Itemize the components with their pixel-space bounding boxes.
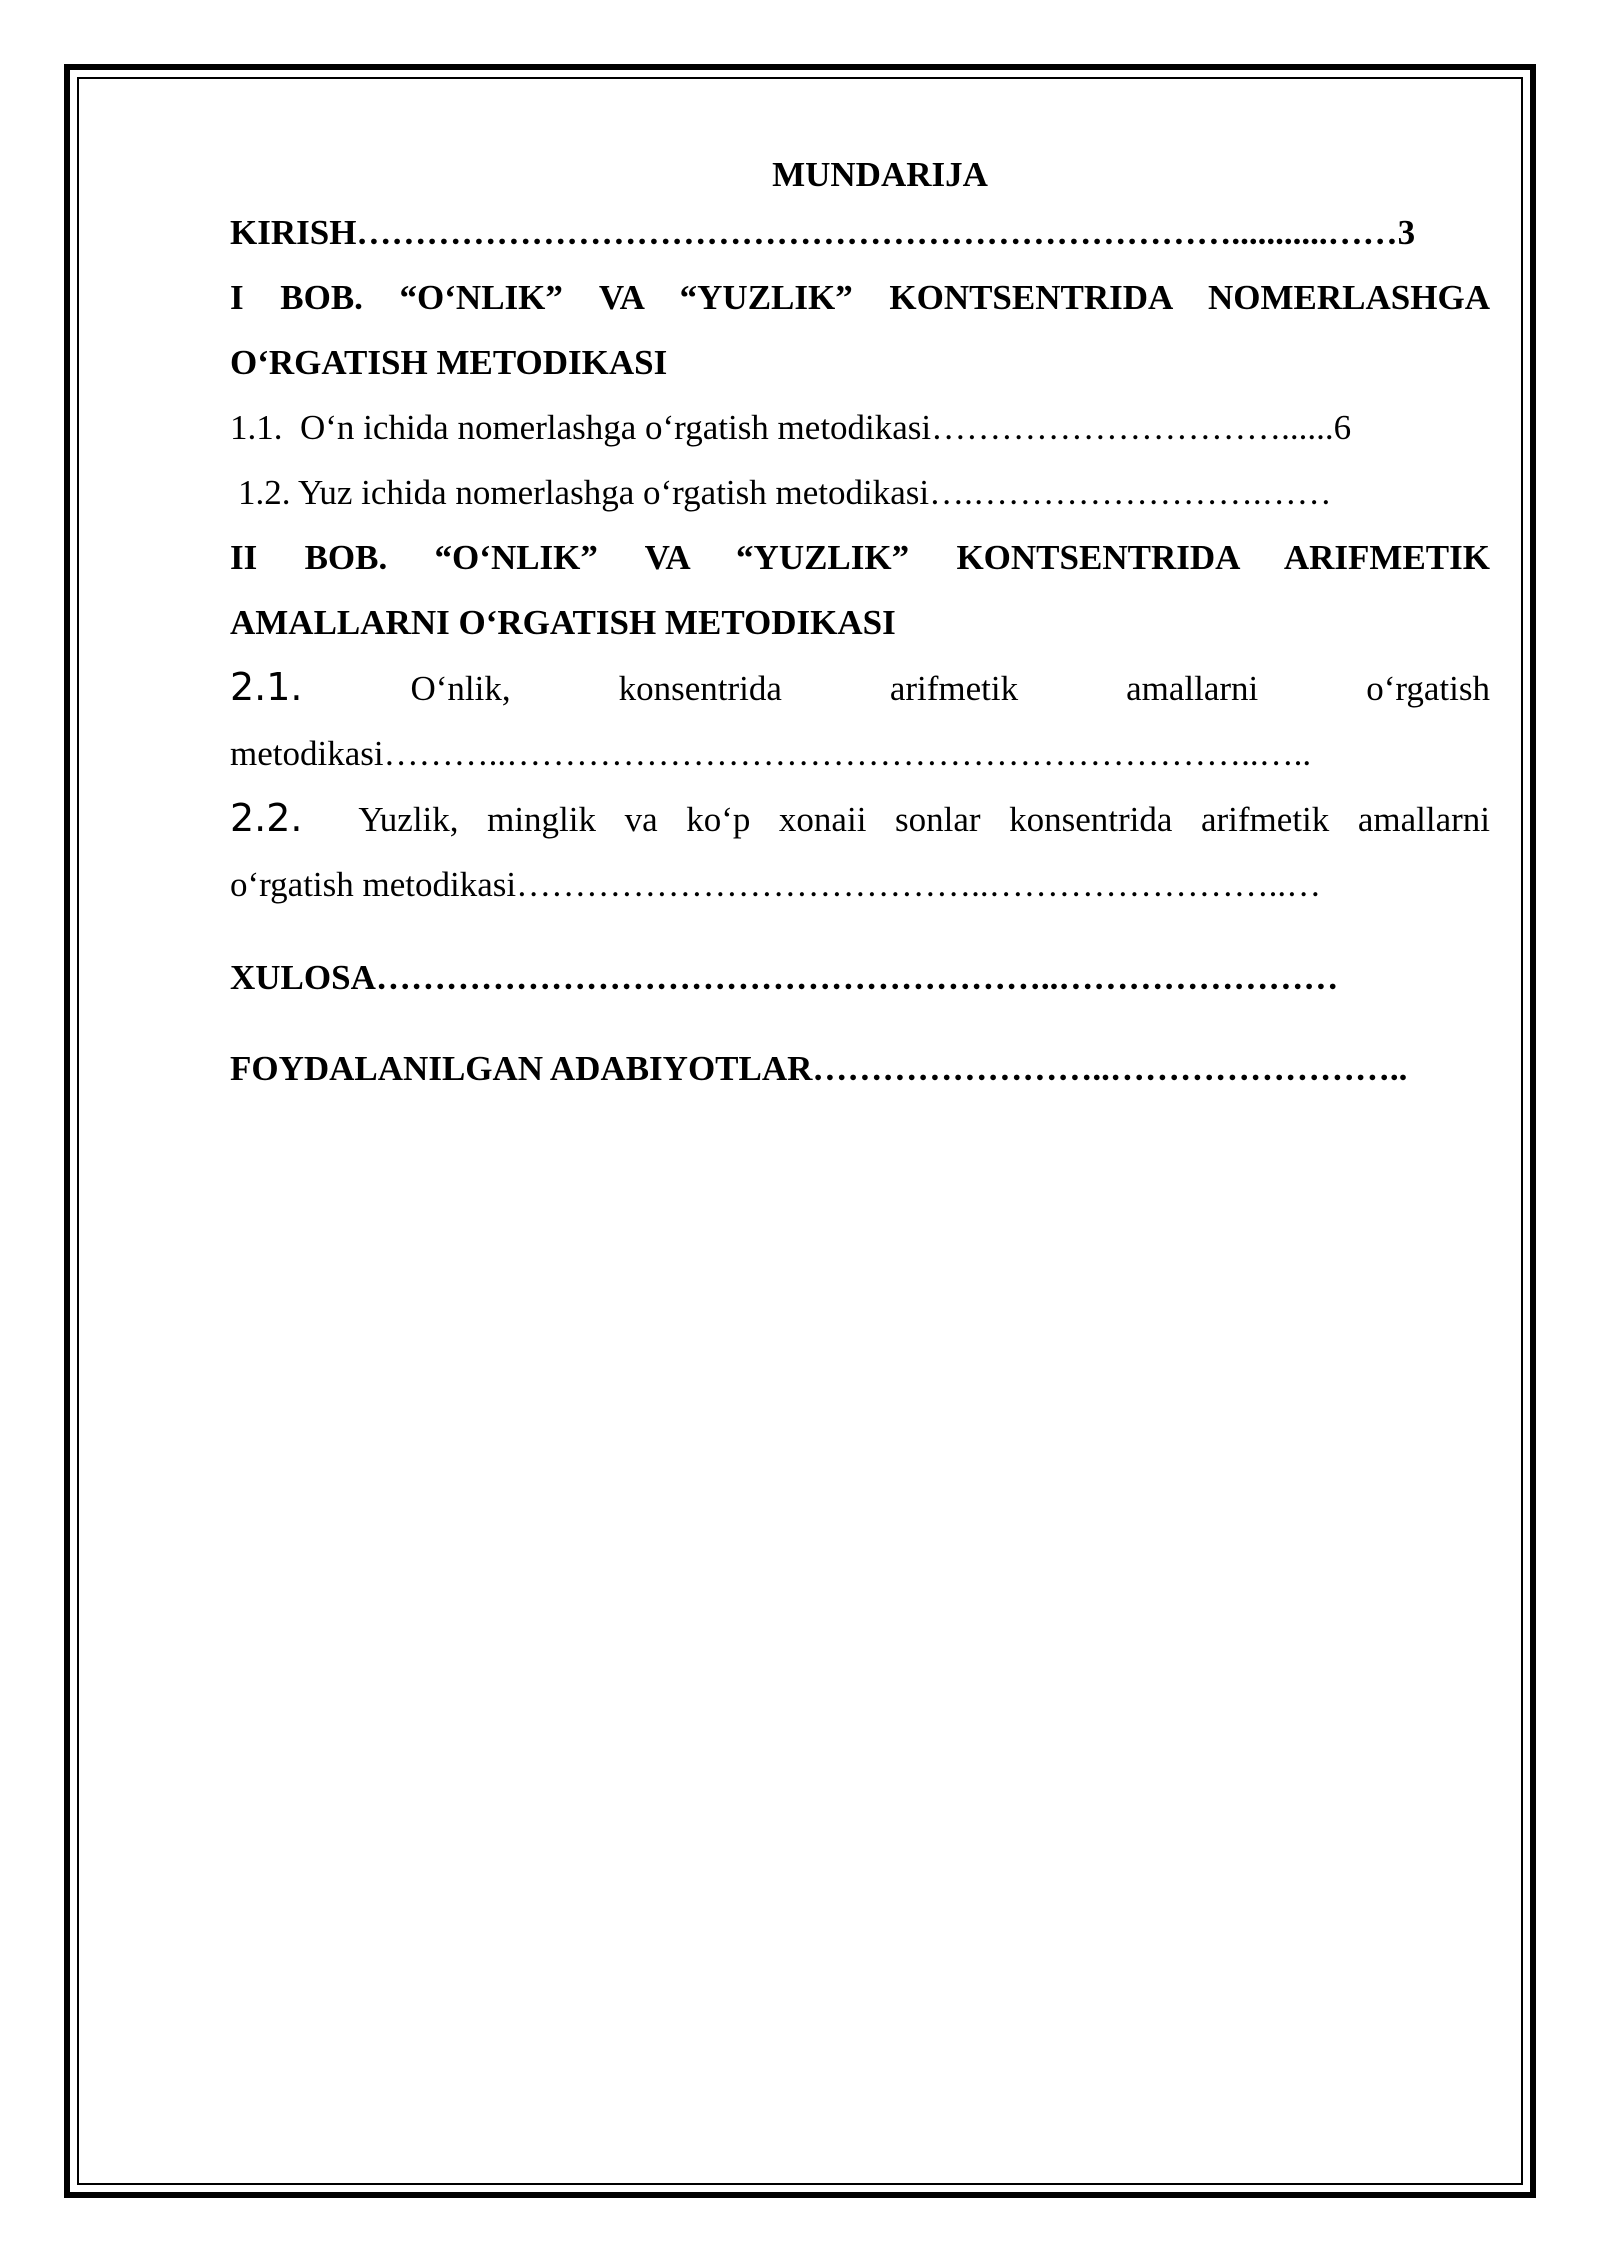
section-number: 1.1.	[230, 408, 283, 447]
toc-entry-adabiyotlar: FOYDALANILGAN ADABIYOTLAR……………………..……………………..	[230, 1049, 1408, 1088]
toc-chapter-2-line-1: II BOB. “O‘NLIK” VA “YUZLIK” KONTSENTRIDA ARIFMETIK	[230, 538, 1490, 577]
toc-chapter-1-line-2: O‘RGATISH METODIKASI	[230, 343, 668, 382]
toc-section-2-1-line-2: metodikasi………..………………………………………………………..…..	[230, 734, 1312, 773]
toc-section-1-1	[230, 395, 1490, 460]
toc-section-2-1-line-1	[230, 655, 1490, 721]
page-title: MUNDARIJA	[772, 155, 988, 194]
toc-chapter-2-line-2: AMALLARNI O‘RGATISH METODIKASI	[230, 603, 896, 642]
section-title: Yuzlik, minglik va ko‘p xonaii sonlar konsentrida arifmetik amallarni	[358, 800, 1490, 839]
section-number: 2.2.	[230, 796, 303, 840]
table-of-contents	[230, 150, 1490, 1101]
toc-chapter-1-line-1: I BOB. “O‘NLIK” VA “YUZLIK” KONTSENTRIDA NOMERLASHGA	[230, 278, 1490, 317]
toc-entry-kirish: KIRISH…………………………………………………………………...........……3	[230, 213, 1416, 252]
toc-entry-xulosa: XULOSA…………………………………………………..……………………	[230, 958, 1339, 997]
section-title: O‘nlik, konsentrida arifmetik amallarni o‘rgatish	[410, 669, 1490, 708]
toc-section-1-2: 1.2. Yuz ichida nomerlashga o‘rgatish metodikasi….…………………….……	[238, 473, 1332, 512]
section-title: O‘n ichida nomerlashga o‘rgatish metodikasi…………………………......6	[300, 408, 1352, 447]
toc-section-2-2-line-2: o‘rgatish metodikasi…………………………………..……………………..…	[230, 865, 1322, 904]
toc-section-2-2-line-1	[230, 786, 1490, 852]
section-number: 2.1.	[230, 665, 303, 709]
